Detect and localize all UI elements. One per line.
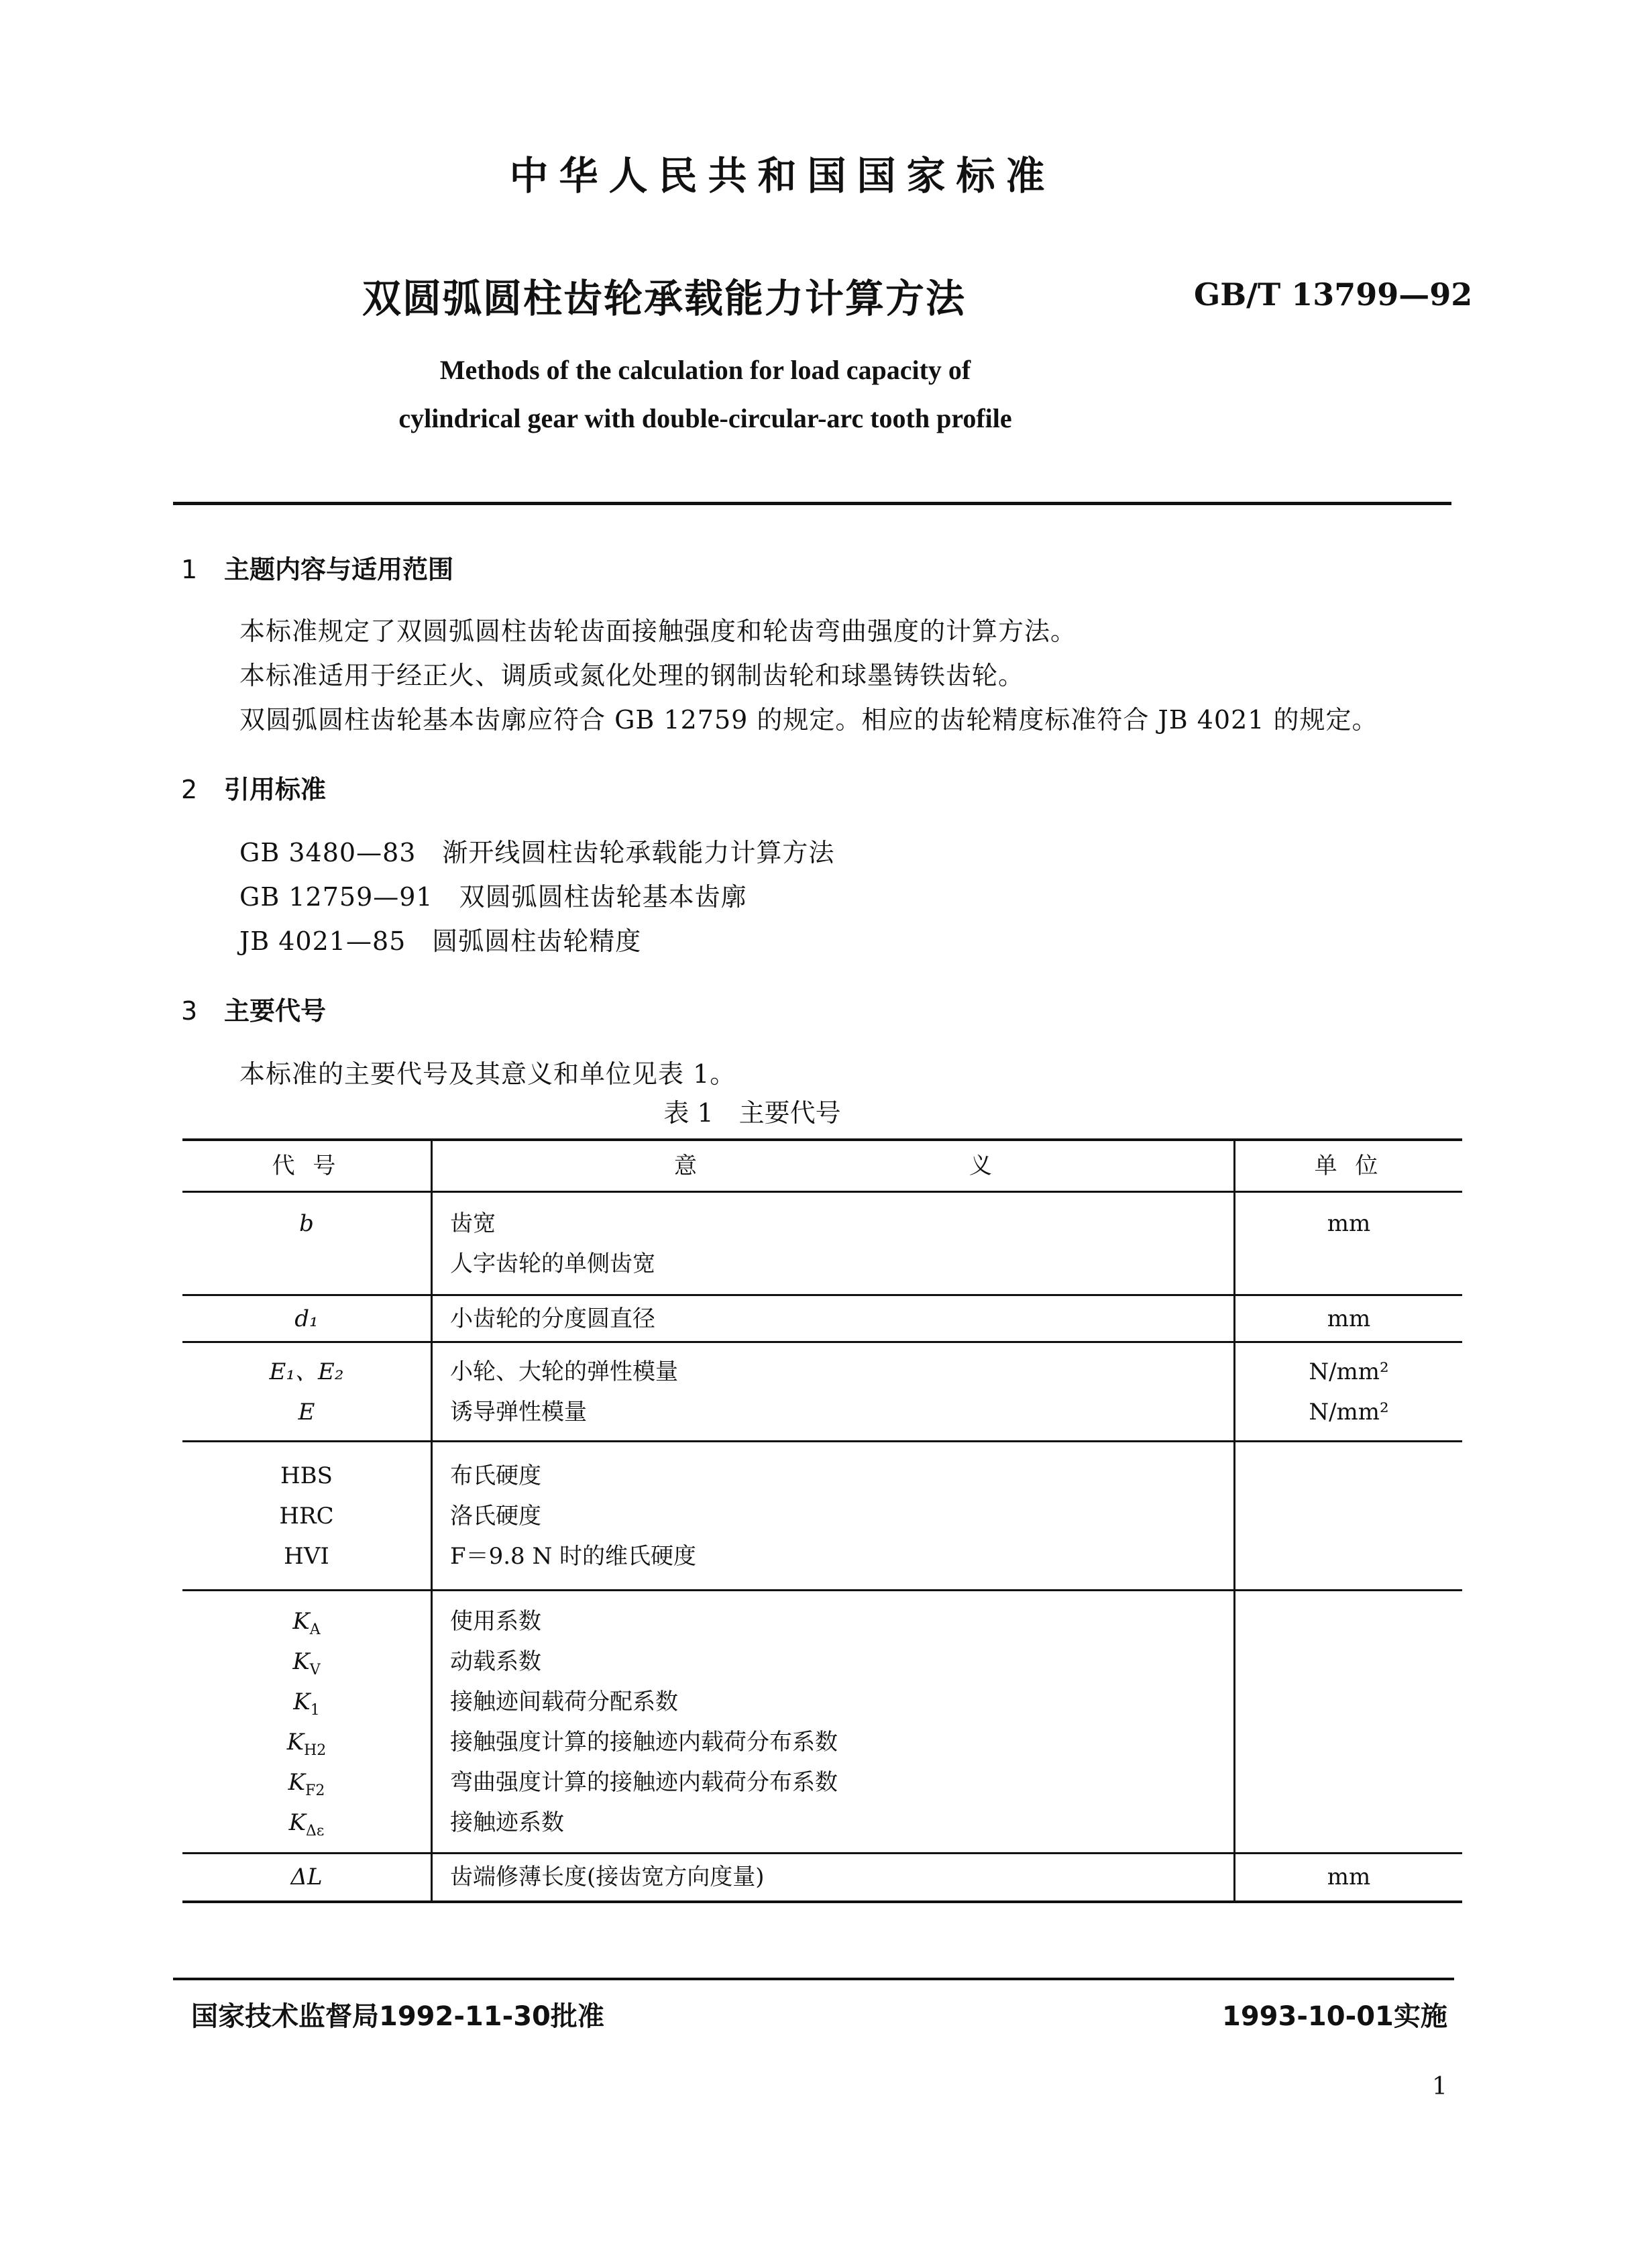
- symbol-cell: HBS HRC HVI: [182, 1442, 432, 1591]
- reference-item: JB 4021—85 圆弧圆柱齿轮精度: [239, 926, 642, 956]
- section-number: 1: [181, 555, 198, 584]
- section-title: 引用标准: [224, 775, 327, 804]
- title-english-line1: Methods of the calculation for load capacity of: [439, 355, 971, 385]
- unit-cell: mm: [1235, 1295, 1463, 1342]
- table-caption: 表 1 主要代号: [663, 1098, 841, 1128]
- section-3-heading: [181, 990, 326, 1027]
- table-row: [182, 1591, 1462, 1854]
- section-title: 主题内容与适用范围: [224, 555, 454, 584]
- symbol-cell: E₁、E₂ E: [182, 1342, 432, 1442]
- reference-item: GB 3480—83 渐开线圆柱齿轮承载能力计算方法: [239, 838, 835, 867]
- table-row: [182, 1442, 1462, 1591]
- meaning-cell: 小齿轮的分度圆直径: [432, 1295, 1235, 1342]
- paragraph: 本标准的主要代号及其意义和单位见表 1。: [239, 1059, 736, 1089]
- paragraph: 本标准适用于经正火、调质或氮化处理的钢制齿轮和球墨铸铁齿轮。: [239, 661, 1025, 690]
- meaning-cell: 齿宽 人字齿轮的单侧齿宽: [432, 1192, 1235, 1295]
- table-row: [182, 1295, 1462, 1342]
- symbol-cell: b: [182, 1192, 432, 1295]
- unit-cell: N/mm² N/mm²: [1235, 1342, 1463, 1442]
- symbol-cell: $K_A$ $K_V$ $K_1$ $K_{H2}$ $K_{F2}$ $K_{\Delta\varepsilon}$: [182, 1591, 432, 1854]
- unit-cell: mm: [1235, 1854, 1463, 1902]
- title-chinese: 双圆弧圆柱齿轮承载能力计算方法: [362, 276, 967, 321]
- header-symbol: 代 号: [182, 1140, 432, 1192]
- table-row: [182, 1192, 1462, 1295]
- page-number: 1: [1432, 2073, 1447, 2100]
- table-row: [182, 1854, 1462, 1902]
- header-rule: [173, 502, 1451, 505]
- symbol-cell: d₁: [182, 1295, 432, 1342]
- table-row: [182, 1342, 1462, 1442]
- unit-cell: [1235, 1442, 1463, 1591]
- reference-item: GB 12759—91 双圆弧圆柱齿轮基本齿廓: [239, 882, 747, 912]
- section-title: 主要代号: [224, 996, 327, 1026]
- paragraph: 本标准规定了双圆弧圆柱齿轮齿面接触强度和轮齿弯曲强度的计算方法。: [239, 616, 1077, 646]
- section-number: 3: [181, 996, 198, 1026]
- meaning-cell: 使用系数 动载系数 接触迹间载荷分配系数 接触强度计算的接触迹内载荷分布系数 弯曲强度计算的接触迹内载荷分布系数 接触迹系数: [432, 1591, 1235, 1854]
- symbols-table: [182, 1138, 1462, 1903]
- table-header-row: [182, 1140, 1462, 1192]
- meaning-cell: 布氏硬度 洛氏硬度 F＝9.8 N 时的维氏硬度: [432, 1442, 1235, 1591]
- section-2-heading: [181, 769, 326, 806]
- unit-cell: mm: [1235, 1192, 1463, 1295]
- paragraph: 双圆弧圆柱齿轮基本齿廓应符合 GB 12759 的规定。相应的齿轮精度标准符合 JB 4021 的规定。: [239, 705, 1378, 735]
- header-unit: 单 位: [1235, 1140, 1463, 1192]
- section-1-heading: [181, 549, 453, 586]
- unit-cell: [1235, 1591, 1463, 1854]
- title-english-line2: cylindrical gear with double-circular-arc tooth profile: [398, 403, 1012, 433]
- effective-date: 1993-10-01实施: [1222, 2001, 1447, 2032]
- issuing-org: 中华人民共和国国家标准: [509, 153, 1056, 199]
- symbol-cell: ΔL: [182, 1854, 432, 1902]
- header-meaning: 意 义: [432, 1140, 1235, 1192]
- footer-rule: [173, 1978, 1454, 1980]
- approval-date: 国家技术监督局1992-11-30批准: [191, 2001, 604, 2032]
- section-number: 2: [181, 775, 198, 804]
- meaning-cell: 小轮、大轮的弹性模量 诱导弹性模量: [432, 1342, 1235, 1442]
- standard-number: GB/T 13799—92: [1194, 276, 1473, 313]
- meaning-cell: 齿端修薄长度(接齿宽方向度量): [432, 1854, 1235, 1902]
